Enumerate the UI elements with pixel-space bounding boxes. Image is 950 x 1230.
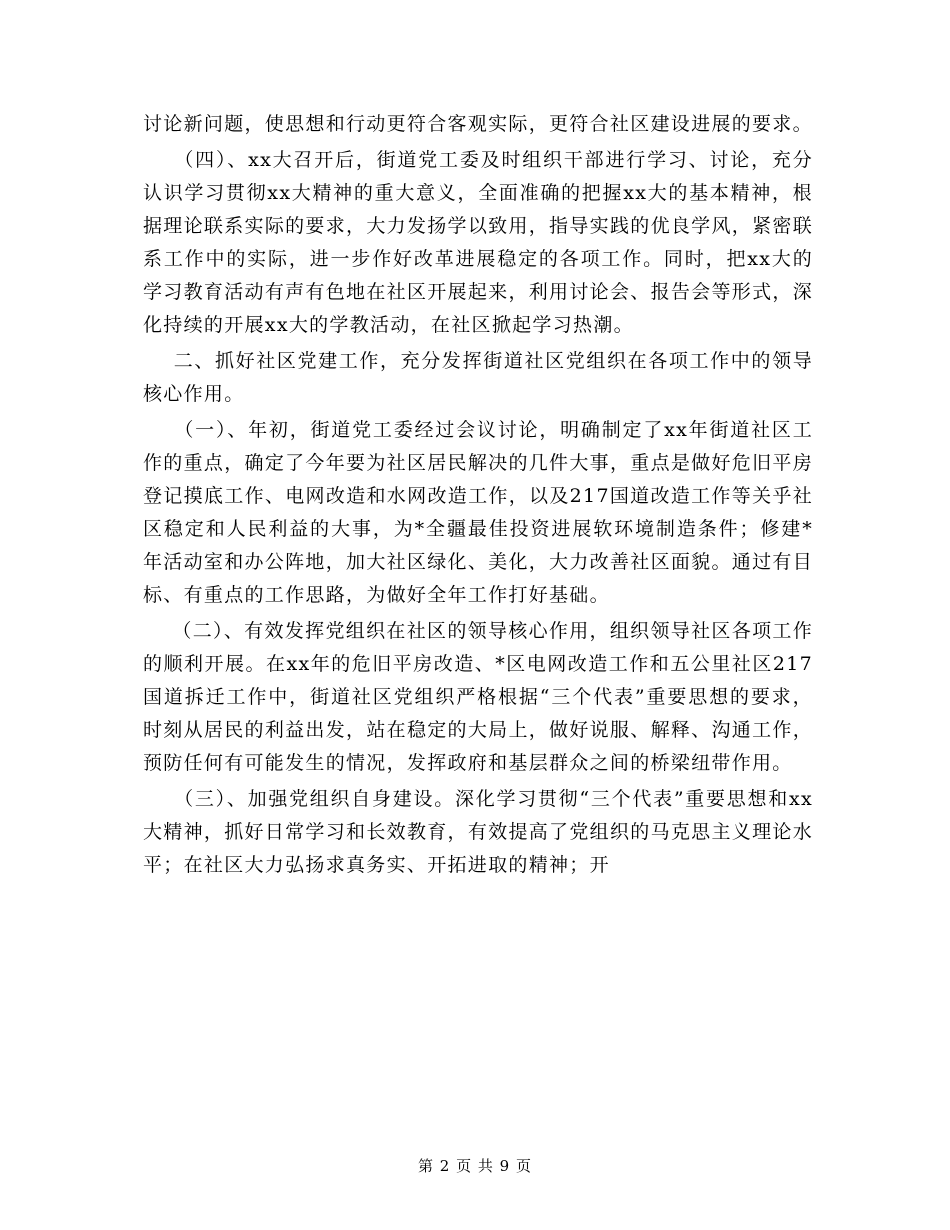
paragraph: 讨论新问题，使思想和行动更符合客观实际，更符合社区建设进展的要求。 [143,113,813,135]
page-footer: 第 2 页 共 9 页 [418,1157,532,1175]
document-body [143,108,813,882]
paragraph: （三）、加强党组织自身建设。深化学习贯彻“三个代表”重要思想和xx大精神，抓好日常学习和长效教育，有效提高了党组织的马克思主义理论水平；在社区大力弘扬求真务实、开拓进取的精神；开 [143,788,814,876]
paragraph: （二）、有效发挥党组织在社区的领导核心作用，组织领导社区各项工作的顺利开展。在xx年的危旧平房改造、*区电网改造工作和五公里社区217国道拆迁工作中，街道社区党组织严格根据“三个代表”重要思想的要求，时刻从居民的利益出发，站在稳定的大局上，做好说服、解释、沟通工作，预防任何有可能发生的情况，发挥政府和基层群众之间的桥梁纽带作用。 [143,620,813,774]
paragraph: 二、抓好社区党建工作，充分发挥街道社区党组织在各项工作中的领导核心作用。 [143,350,814,405]
paragraph: （一）、年初，街道党工委经过会议讨论，明确制定了xx年街道社区工作的重点，确定了今年要为社区居民解决的几件大事，重点是做好危旧平房登记摸底工作、电网改造和水网改造工作，以及217国道改造工作等关乎社区稳定和人民利益的大事，为*全疆最佳投资进展软环境制造条件；修建*年活动室和办公阵地，加大社区绿化、美化，大力改善社区面貌。通过有目标、有重点的工作思路，为做好全年工作打好基础。 [143,419,813,606]
paragraph: （四）、xx大召开后，街道党工委及时组织干部进行学习、讨论，充分认识学习贯彻xx大精神的重大意义，全面准确的把握xx大的基本精神，根据理论联系实际的要求，大力发扬学以致用，指导实践的优良学风，紧密联系工作中的实际，进一步作好改革进展稳定的各项工作。同时，把xx大的学习教育活动有声有色地在社区开展起来，利用讨论会、报告会等形式，深化持续的开展xx大的学教活动，在社区掀起学习热潮。 [143,149,813,336]
